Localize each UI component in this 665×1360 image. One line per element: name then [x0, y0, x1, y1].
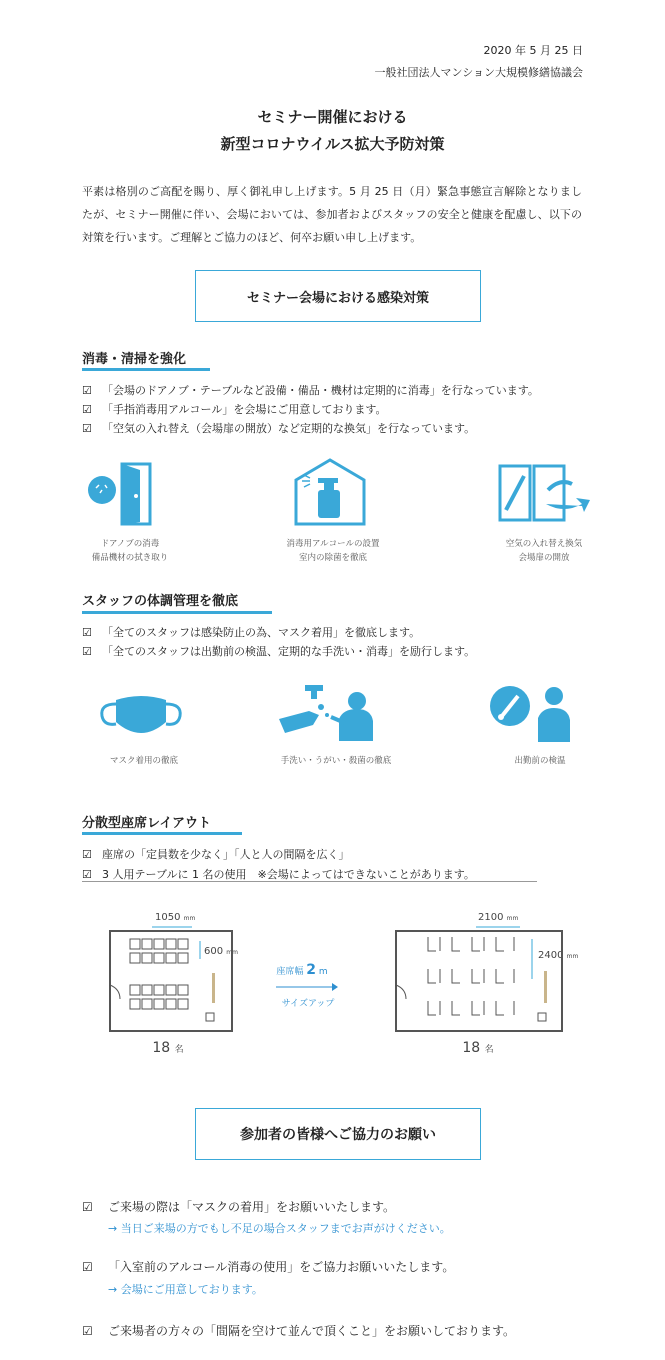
after-depth-dimension: 2400 mm — [538, 950, 579, 961]
mask-icon — [98, 690, 184, 740]
checkbox-icon: ☑ — [82, 626, 92, 639]
after-seat-count: 18 名 — [462, 1040, 494, 1056]
document-date: 2020 年 5 月 25 日 — [483, 44, 583, 57]
handwash-icon — [275, 683, 385, 743]
layout-heading-underline — [82, 832, 242, 835]
disinfection-heading: 消毒・清掃を強化 — [82, 352, 187, 367]
request-item: ☑ ご来場の際は「マスクの着用」をお願いいたします。 — [82, 1200, 396, 1214]
checkbox-icon: ☑ — [82, 1200, 93, 1214]
request-note: → 当日ご来場の方でもし不足の場合スタッフまでお声がけください。 — [108, 1222, 451, 1235]
before-width-dimension: 1050 mm — [155, 912, 196, 923]
staff-item: ☑ 「全てのスタッフは感染防止の為、マスク着用」を徹底します。 — [82, 626, 421, 639]
disinfection-item: ☑ 「空気の入れ替え（会場扉の開放）など定期的な換気」を行なっています。 — [82, 422, 476, 435]
checkbox-icon: ☑ — [82, 645, 92, 658]
window-ventilation-icon — [496, 460, 596, 526]
layout-item-underline — [82, 881, 537, 882]
thermometer-icon — [488, 684, 578, 742]
checkbox-icon: ☑ — [82, 384, 92, 397]
intro-paragraph: 平素は格別のご高配を賜り、厚く御礼申し上げます。5 月 25 日（月）緊急事態宣言解除となりましたが、セミナー開催に伴い、会場においては、参加者およびスタッフの安全と健康を配慮し、以下の対策を行います。ご理解とご協力のほど、何卒お願い申し上げます。 — [82, 185, 582, 244]
after-floor-plan — [394, 925, 564, 1035]
request-item: ☑ 「入室前のアルコール消毒の使用」をご協力お願いいたします。 — [82, 1260, 455, 1274]
after-width-dimension: 2100 mm — [478, 912, 519, 923]
checkbox-icon: ☑ — [82, 403, 92, 416]
icon-caption: 出勤前の検温 — [514, 756, 566, 766]
layout-item: ☑ 座席の「定員数を少なく」「人と人の間隔を広く」 — [82, 848, 350, 861]
size-up-note: サイズアップ — [281, 999, 335, 1009]
staff-heading-underline — [82, 611, 272, 614]
staff-heading: スタッフの体調管理を徹底 — [82, 594, 239, 609]
venue-measures-heading: セミナー会場における感染対策 — [246, 290, 429, 306]
before-seat-count: 18 名 — [152, 1040, 184, 1056]
seat-width-label: 座席幅 2 m — [276, 962, 328, 978]
icon-caption: 手洗い・うがい・殺菌の徹底 — [280, 756, 392, 766]
before-floor-plan — [108, 925, 238, 1035]
document-title-line1: セミナー開催における — [257, 108, 408, 126]
checkbox-icon: ☑ — [82, 422, 92, 435]
icon-caption: 消毒用アルコールの設置 室内の除菌を徹底 — [286, 539, 380, 563]
staff-item: ☑ 「全てのスタッフは出勤前の検温、定期的な手洗い・消毒」を励行します。 — [82, 645, 476, 658]
checkbox-icon: ☑ — [82, 1324, 93, 1338]
layout-heading: 分散型座席レイアウト — [82, 816, 211, 831]
layout-item: ☑ 3 人用テーブルに 1 名の使用 ※会場によってはできないことがあります。 — [82, 868, 475, 881]
alcohol-spray-icon — [288, 458, 378, 528]
checkbox-icon: ☑ — [82, 868, 92, 881]
checkbox-icon: ☑ — [82, 1260, 93, 1274]
venue-measures-heading-box — [195, 270, 481, 322]
participants-heading: 参加者の皆様へご協力のお願い — [240, 1127, 436, 1143]
disinfection-item: ☑ 「手指消毒用アルコール」を会場にご用意しております。 — [82, 403, 387, 416]
organization-name: 一般社団法人マンション大規模修繕協議会 — [374, 66, 583, 79]
before-depth-dimension: 600 mm — [204, 946, 238, 957]
icon-caption: 空気の入れ替え換気 会場扉の開放 — [505, 539, 583, 563]
request-note: → 会場にご用意しております。 — [108, 1283, 263, 1296]
icon-caption: ドアノブの消毒 備品機材の拭き取り — [91, 539, 169, 563]
checkbox-icon: ☑ — [82, 848, 92, 861]
size-up-arrow — [276, 982, 338, 992]
request-item: ☑ ご来場者の方々の「間隔を空けて並んで頂くこと」をお願いしております。 — [82, 1324, 516, 1338]
disinfection-heading-underline — [82, 368, 210, 371]
door-disinfect-icon — [82, 458, 182, 528]
participants-heading-box — [195, 1108, 481, 1160]
document-title-line2: 新型コロナウイルス拡大予防対策 — [220, 135, 445, 153]
disinfection-item: ☑ 「会場のドアノブ・テーブルなど設備・備品・機材は定期的に消毒」を行なっています。 — [82, 384, 539, 397]
icon-caption: マスク着用の徹底 — [109, 756, 178, 766]
